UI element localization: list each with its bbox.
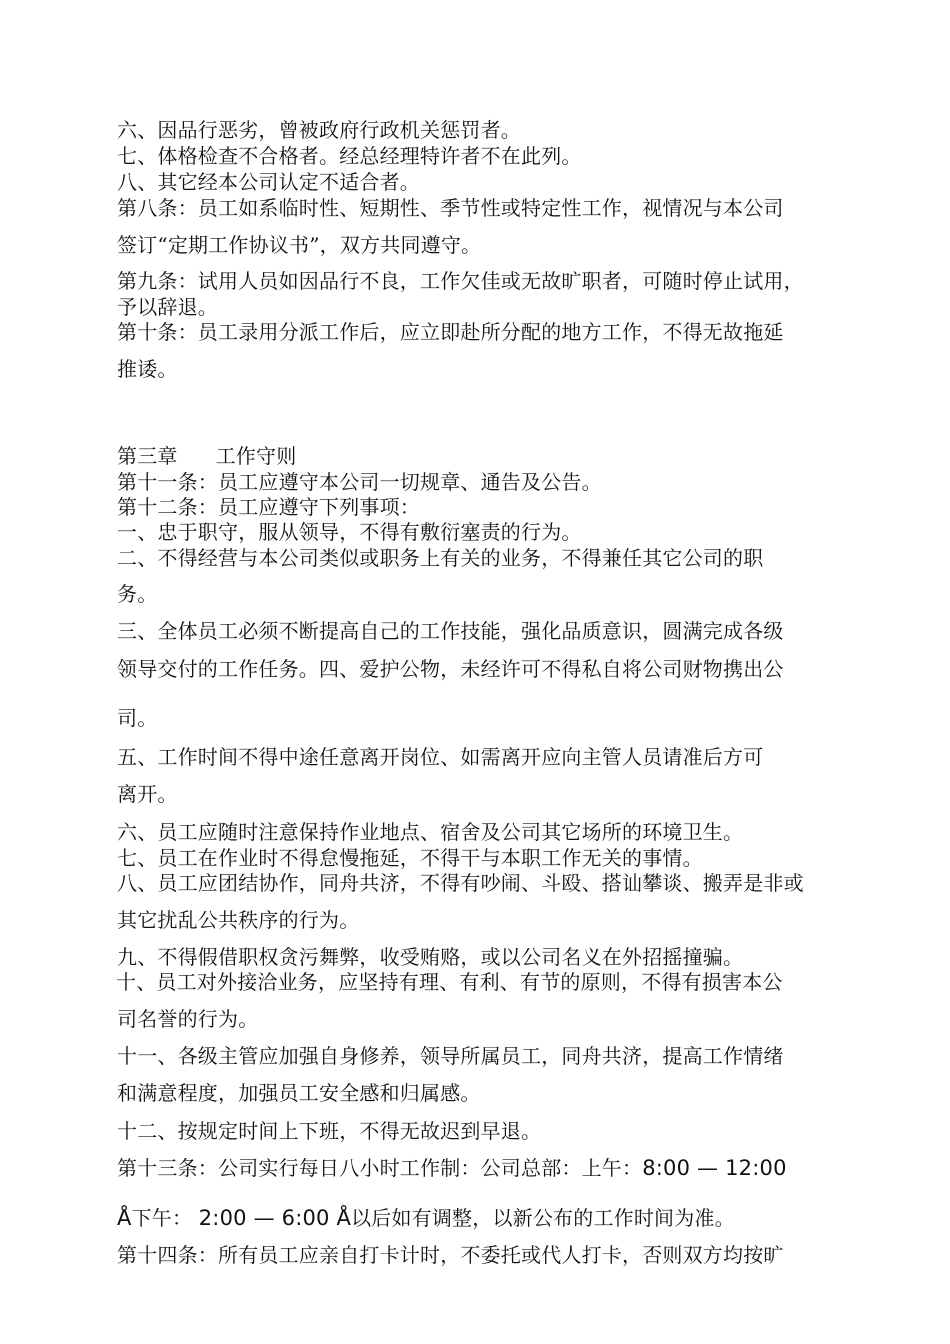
text-line: 司名誉的行为。 (117, 1007, 259, 1031)
morning-hours: 8:00 — 12:00 (642, 1156, 787, 1180)
text-line: 第十二条：员工应遵守下列事项： (117, 495, 420, 519)
text-line: 六、员工应随时注意保持作业地点、宿舍及公司其它场所的环境卫生。 (117, 820, 744, 844)
text-line: 十一、各级主管应加强自身修养，领导所属员工，同舟共济，提高工作情绪 (117, 1044, 784, 1068)
text-line: 第九条：试用人员如因品行不良，工作欠佳或无故旷职者，可随时停止试用， (117, 269, 804, 293)
text-line: 三、全体员工必须不断提高自己的工作技能，强化品质意识，圆满完成各级 (117, 619, 784, 643)
text-line: 一、忠于职守，服从领导，不得有敷衍塞责的行为。 (117, 520, 582, 544)
text-line: 十二、按规定时间上下班，不得无故迟到早退。 (117, 1119, 542, 1143)
text-line: 八、其它经本公司认定不适合者。 (117, 170, 420, 194)
text-line: 五、工作时间不得中途任意离开岗位、如需离开应向主管人员请准后方可 (117, 745, 764, 769)
marker-glyph: Å (117, 1206, 132, 1230)
chapter-title: 工作守则 (215, 444, 297, 468)
text-line: 推诿。 (117, 357, 178, 381)
chapter-number: 第三章 (117, 444, 178, 468)
chapter-heading (117, 443, 296, 469)
text-line: 离开。 (117, 782, 178, 806)
afternoon-hours: 2:00 — 6:00 Å (198, 1206, 352, 1230)
text-line: 第十四条：所有员工应亲自打卡计时，不委托或代人打卡，否则双方均按旷 (117, 1243, 784, 1267)
afternoon-label: 下午： (131, 1206, 193, 1230)
article-13-line (117, 1155, 787, 1181)
article-13-suffix: 以后如有调整，以新公布的工作时间为准。 (351, 1206, 735, 1230)
text-line: 二、不得经营与本公司类似或职务上有关的业务，不得兼任其它公司的职 (117, 546, 764, 570)
text-line: 予以辞退。 (117, 295, 218, 319)
text-line: 第十一条：员工应遵守本公司一切规章、通告及公告。 (117, 470, 602, 494)
article-13-prefix: 第十三条：公司实行每日八小时工作制：公司总部：上午： (117, 1156, 643, 1180)
article-13-line-2 (117, 1205, 735, 1231)
text-line: 务。 (117, 582, 158, 606)
text-line: 七、员工在作业时不得怠慢拖延，不得干与本职工作无关的事情。 (117, 846, 703, 870)
text-line: 和满意程度，加强员工安全感和归属感。 (117, 1081, 481, 1105)
text-line: 第十条：员工录用分派工作后，应立即赴所分配的地方工作，不得无故拖延 (117, 320, 784, 344)
text-line: 十、员工对外接洽业务，应坚持有理、有利、有节的原则，不得有损害本公 (116, 970, 783, 994)
text-line: 签订“定期工作协议书”，双方共同遵守。 (117, 233, 482, 257)
text-line: 第八条：员工如系临时性、短期性、季节性或特定性工作，视情况与本公司 (117, 196, 784, 220)
text-line: 九、不得假借职权贪污舞弊，收受贿赂，或以公司名义在外招摇撞骗。 (117, 945, 744, 969)
text-line: 八、员工应团结协作，同舟共济，不得有吵闹、斗殴、搭讪攀谈、搬弄是非或 (117, 871, 804, 895)
text-line: 司。 (117, 706, 158, 730)
text-line: 领导交付的工作任务。四、爱护公物，未经许可不得私自将公司财物携出公 (117, 657, 784, 681)
text-line: 七、体格检查不合格者。经总经理特许者不在此列。 (117, 144, 582, 168)
text-line: 其它扰乱公共秩序的行为。 (117, 908, 360, 932)
text-line: 六、因品行恶劣，曾被政府行政机关惩罚者。 (117, 118, 521, 142)
